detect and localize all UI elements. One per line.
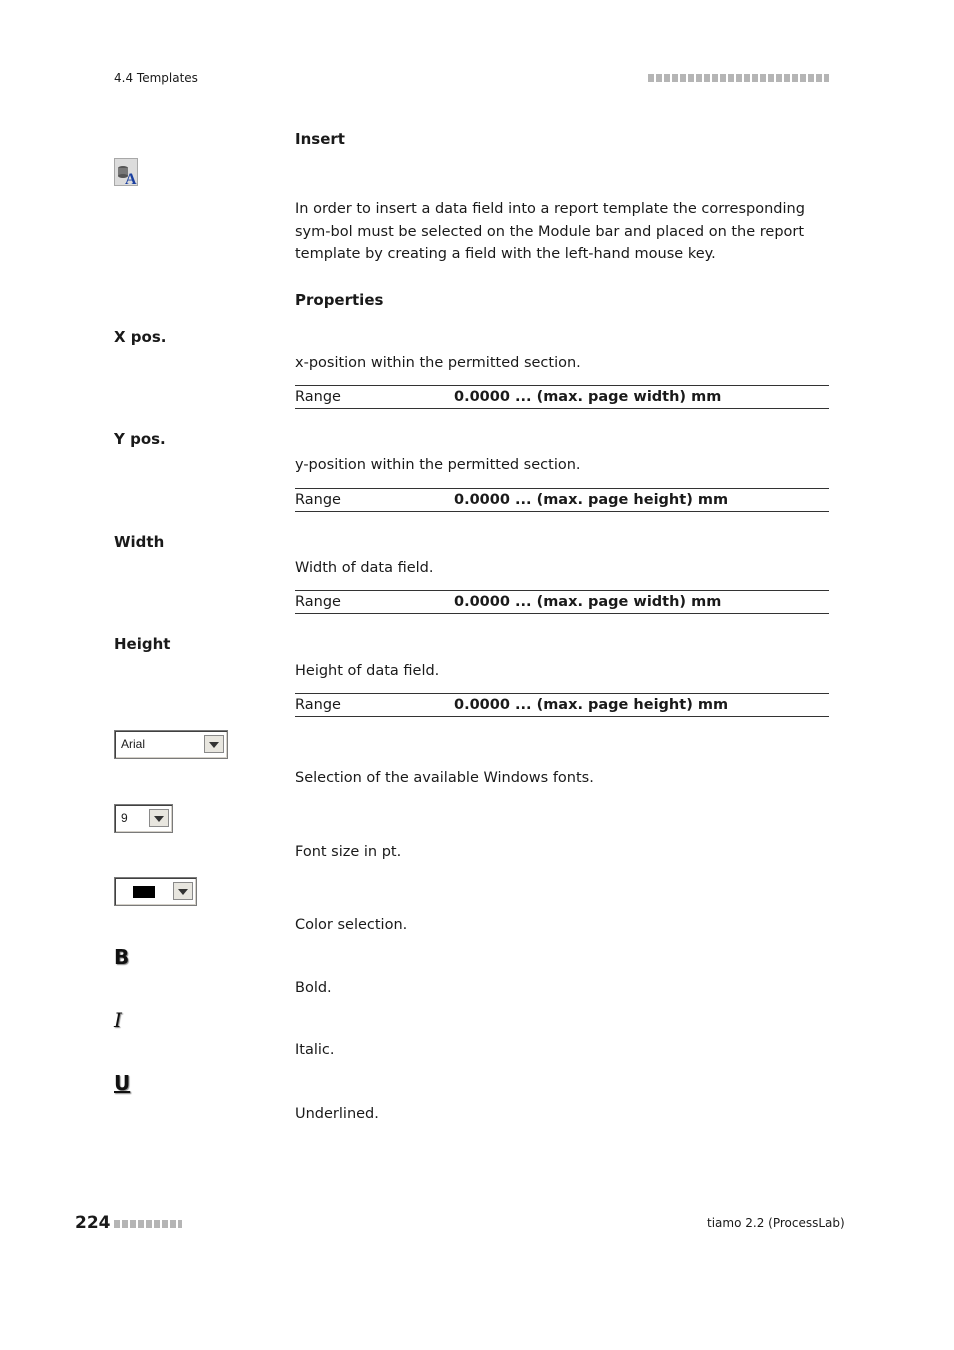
xpos-label: X pos. — [114, 328, 167, 346]
height-label: Height — [114, 635, 171, 653]
font-select[interactable] — [114, 730, 228, 759]
underline-description: Underlined. — [295, 1106, 379, 1122]
chevron-down-icon[interactable] — [149, 809, 169, 827]
ypos-label: Y pos. — [114, 430, 166, 448]
footer-decoration — [114, 1220, 182, 1228]
width-label: Width — [114, 533, 165, 551]
ypos-range-key: Range — [295, 492, 341, 508]
chevron-down-icon[interactable] — [204, 735, 224, 753]
font-description: Selection of the available Windows fonts. — [295, 770, 594, 786]
insert-heading: Insert — [295, 130, 345, 148]
ypos-range-table — [295, 488, 829, 512]
underline-icon[interactable]: U — [114, 1071, 131, 1095]
ypos-range-value: 0.0000 ... (max. page height) mm — [454, 492, 729, 508]
italic-icon[interactable]: I — [114, 1008, 122, 1032]
italic-description: Italic. — [295, 1042, 335, 1058]
font-size-select-value: 9 — [121, 811, 128, 825]
xpos-description: x-position within the permitted section. — [295, 355, 581, 371]
width-range-key: Range — [295, 594, 341, 610]
ypos-description: y-position within the permitted section. — [295, 457, 581, 473]
chevron-down-icon[interactable] — [173, 882, 193, 900]
xpos-range-table — [295, 385, 829, 409]
header-section-title: 4.4 Templates — [114, 71, 198, 85]
width-description: Width of data field. — [295, 560, 434, 576]
height-range-table — [295, 693, 829, 717]
font-size-select[interactable] — [114, 804, 173, 833]
properties-heading: Properties — [295, 291, 384, 309]
font-size-description: Font size in pt. — [295, 844, 402, 860]
height-description: Height of data field. — [295, 663, 440, 679]
xpos-range-key: Range — [295, 389, 341, 405]
insert-paragraph: In order to insert a data field into a report template the corresponding sym-bol must be selected on the Module bar and placed on the report template by creating a field with the left-hand mouse key. — [295, 201, 805, 262]
bold-icon[interactable]: B — [114, 945, 130, 969]
bold-description: Bold. — [295, 980, 332, 996]
product-name: tiamo 2.2 (ProcessLab) — [707, 1216, 845, 1230]
header-decoration — [648, 74, 829, 82]
width-range-table — [295, 590, 829, 614]
color-description: Color selection. — [295, 917, 408, 933]
data-field-icon — [114, 158, 138, 186]
page-number: 224 — [75, 1213, 111, 1233]
svg-text:A: A — [125, 171, 137, 187]
xpos-range-value: 0.0000 ... (max. page width) mm — [454, 389, 722, 405]
font-select-value: Arial — [121, 737, 146, 751]
height-range-key: Range — [295, 697, 341, 713]
color-select[interactable] — [114, 877, 197, 906]
width-range-value: 0.0000 ... (max. page width) mm — [454, 594, 722, 610]
height-range-value: 0.0000 ... (max. page height) mm — [454, 697, 729, 713]
color-swatch — [133, 886, 155, 898]
